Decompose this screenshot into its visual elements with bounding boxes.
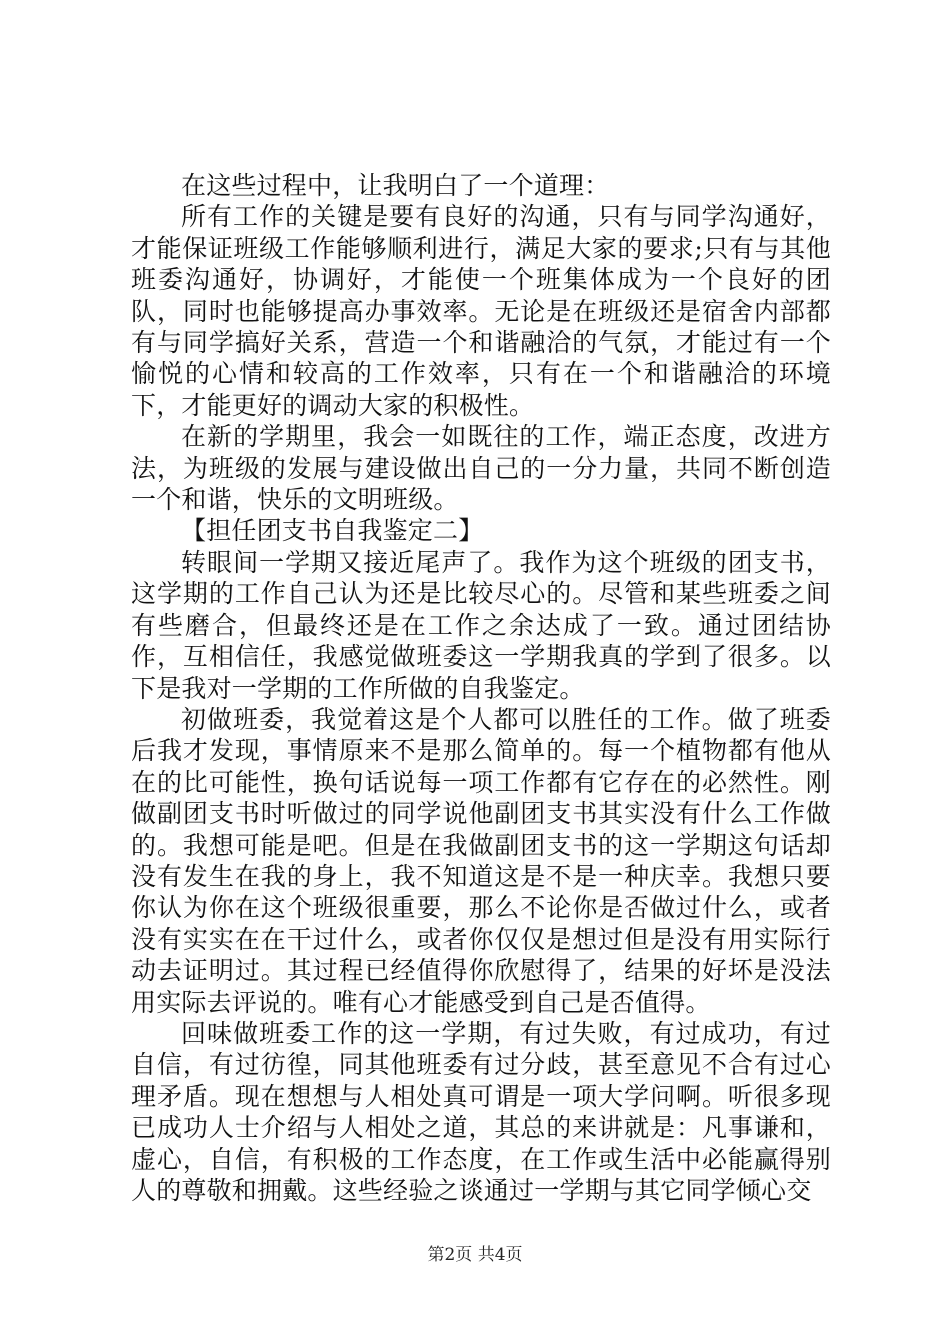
paragraph-2: 所有工作的关键是要有良好的沟通，只有与同学沟通好，才能保证班级工作能够顺利进行，满足大家的要求;只有与其他班委沟通好，协调好，才能使一个班集体成为一个良好的团队，同时也能够提高办事效率。无论是在班级还是宿舍内部都有与同学搞好关系，营造一个和谐融洽的气氛，才能过有一个愉悦的心情和较高的工作效率，只有在一个和谐融洽的环境下，才能更好的调动大家的积极性。	[131, 202, 831, 420]
paragraph-7: 回味做班委工作的这一学期，有过失败，有过成功，有过自信，有过彷徨，同其他班委有过分歧，甚至意见不合有过心理矛盾。现在想想与人相处真可谓是一项大学问啊。听很多现已成功人士介绍与人相处之道，其总的来讲就是：凡事谦和，虚心，自信，有积极的工作态度，在工作或生活中必能赢得别人的尊敬和拥戴。这些经验之谈通过一学期与其它同学倾心交	[131, 1018, 831, 1205]
paragraph-1: 在这些过程中，让我明白了一个道理：	[181, 171, 610, 200]
document-body	[131, 170, 831, 1206]
paragraph-5: 转眼间一学期又接近尾声了。我作为这个班级的团支书，这学期的工作自己认为还是比较尽心的。尽管和某些班委之间有些磨合，但最终还是在工作之余达成了一致。通过团结协作，互相信任，我感觉做班委这一学期我真的学到了很多。以下是我对一学期的工作所做的自我鉴定。	[131, 547, 831, 703]
paragraph-3: 在新的学期里，我会一如既往的工作，端正态度，改进方法，为班级的发展与建设做出自己的一分力量，共同不断创造一个和谐，快乐的文明班级。	[131, 422, 831, 515]
section-heading: 【担任团支书自我鉴定二】	[181, 516, 484, 546]
page-number-footer: 第2页 共4页	[427, 1245, 523, 1265]
paragraph-6: 初做班委，我觉着这是个人都可以胜任的工作。做了班委后我才发现，事情原来不是那么简单的。每一个植物都有他从在的比可能性，换句话说每一项工作都有它存在的必然性。刚做副团支书时听做过的同学说他副团支书其实没有什么工作做的。我想可能是吧。但是在我做副团支书的这一学期这句话却没有发生在我的身上，我不知道这是不是一种庆幸。我想只要你认为你在这个班级很重要，那么不论你是否做过什么，或者没有实实在在干过什么，或者你仅仅是想过但是没有用实际行动去证明过。其过程已经值得你欣慰得了，结果的好坏是没法用实际去评说的。唯有心才能感受到自己是否值得。	[131, 704, 831, 1017]
